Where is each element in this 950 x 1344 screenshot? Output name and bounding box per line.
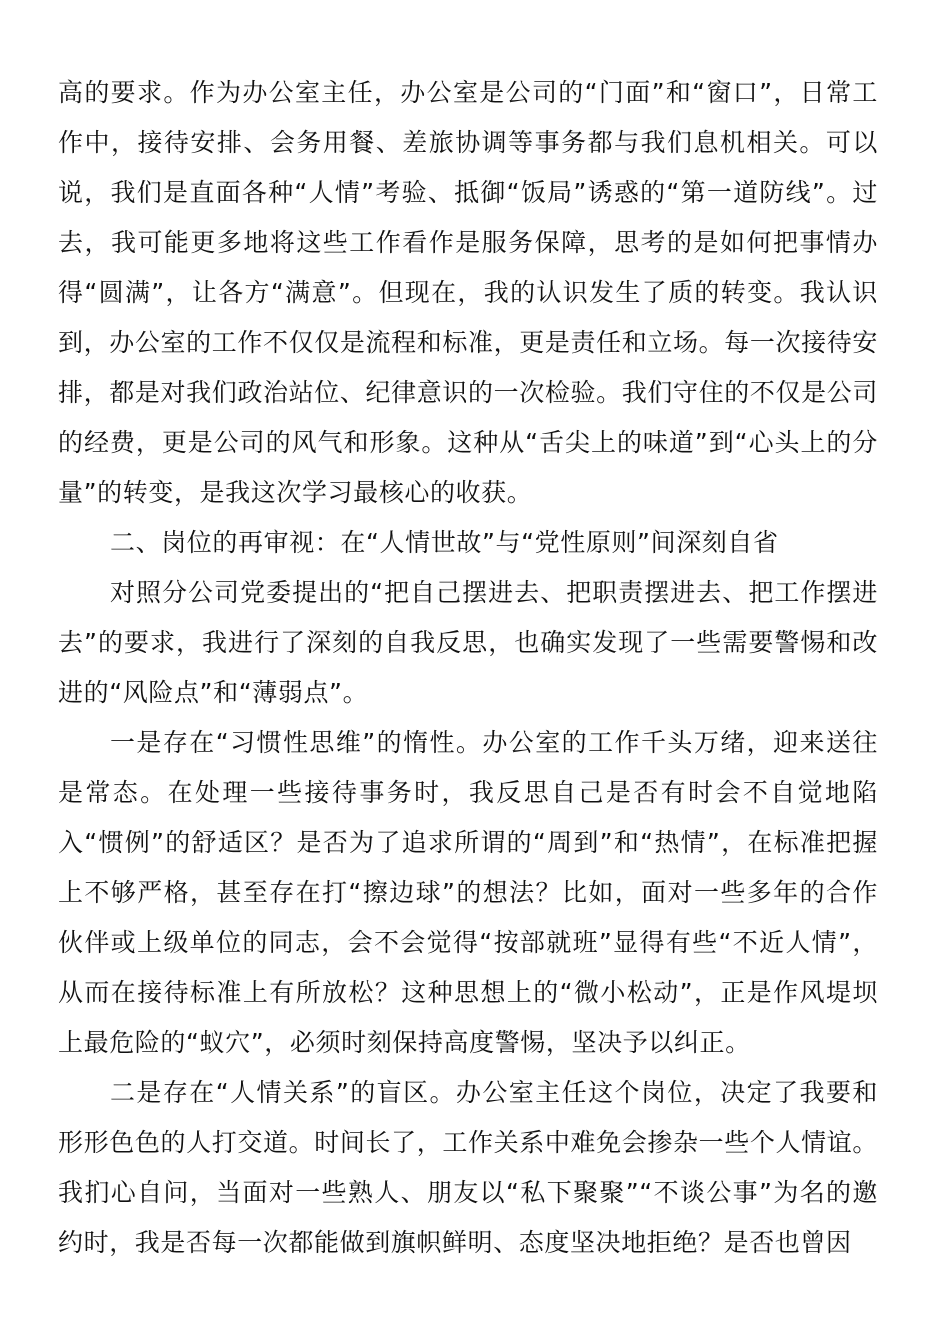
section-heading: 二、岗位的再审视：在“人情世故”与“党性原则”间深刻自省 — [110, 528, 779, 557]
paragraph-point-one: 一是存在“习惯性思维”的惰性。办公室的工作千头万绪，迎来送往是常态。在处理一些接待事务时，我反思自己是否有时会不自觉地陷入“惯例”的舒适区？是否为了追求所谓的“周到”和“热情”，在标准把握上不够严格，甚至存在打“擦边球”的想法？比如，面对一些多年的合作伙伴或上级单位的同志，会不会觉得“按部就班”显得有些“不近人情”，从而在接待标准上有所放松？这种思想上的“微小松动”，正是作风堤坝上最危险的“蚁穴”，必须时刻保持高度警惕，坚决予以纠正。 — [58, 728, 878, 1057]
paragraph-point-two: 二是存在“人情关系”的盲区。办公室主任这个岗位，决定了我要和形形色色的人打交道。时间长了，工作关系中难免会掺杂一些个人情谊。我扪心自问，当面对一些熟人、朋友以“私下聚聚”“不谈公事”为名的邀约时，我是否每一次都能做到旗帜鲜明、态度坚决地拒绝？是否也曾因 — [58, 1078, 878, 1257]
paragraph-continuation: 高的要求。作为办公室主任，办公室是公司的“门面”和“窗口”，日常工作中，接待安排、会务用餐、差旅协调等事务都与我们息机相关。可以说，我们是直面各种“人情”考验、抵御“饭局”诱惑的“第一道防线”。过去，我可能更多地将这些工作看作是服务保障，思考的是如何把事情办得“圆满”，让各方“满意”。但现在，我的认识发生了质的转变。我认识到，办公室的工作不仅仅是流程和标准，更是责任和立场。每一次接待安排，都是对我们政治站位、纪律意识的一次检验。我们守住的不仅是公司的经费，更是公司的风气和形象。这种从“舌尖上的味道”到“心头上的分量”的转变，是我这次学习最核心的收获。 — [58, 78, 878, 507]
document-page — [58, 68, 878, 1268]
paragraph-intro: 对照分公司党委提出的“把自己摆进去、把职责摆进去、把工作摆进去”的要求，我进行了深刻的自我反思，也确实发现了一些需要警惕和改进的“风险点”和“薄弱点”。 — [58, 578, 878, 707]
